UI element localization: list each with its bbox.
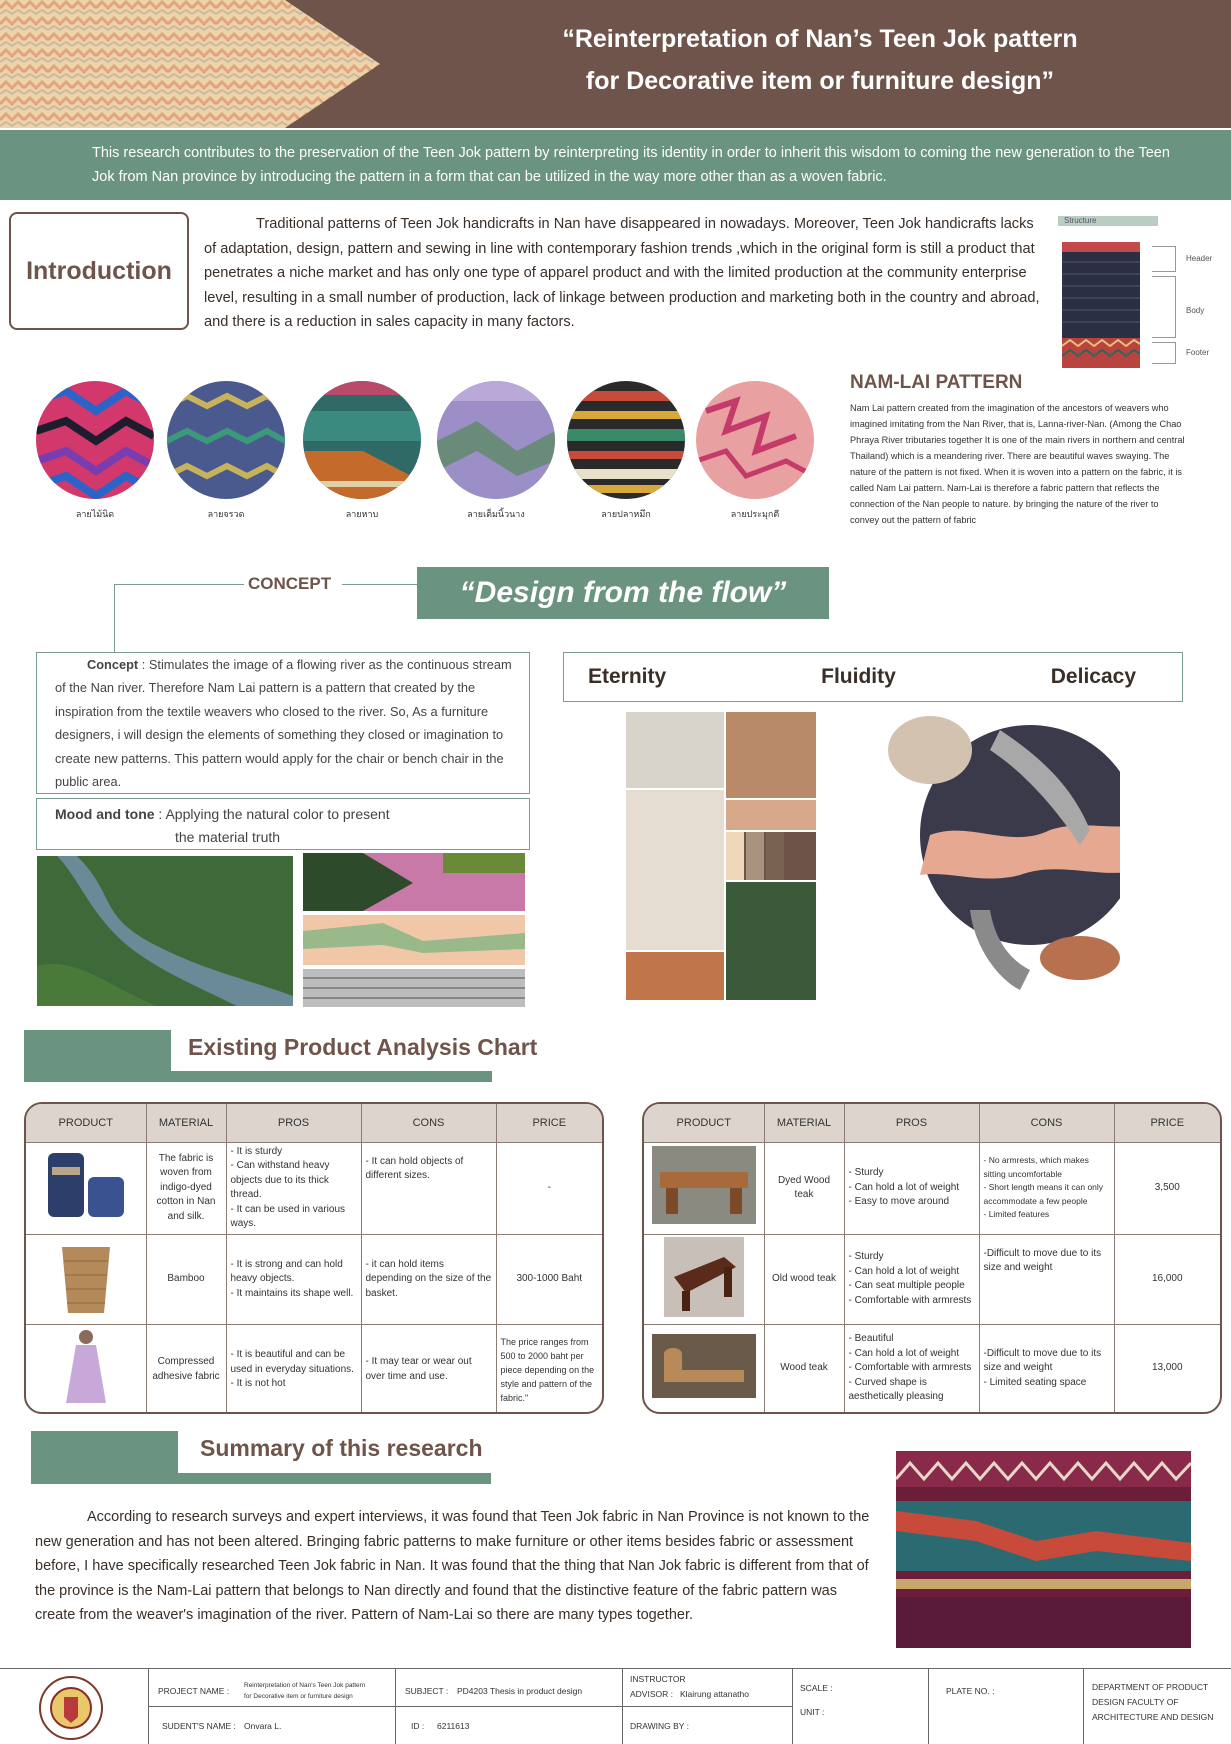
product-photo-bench-old (644, 1234, 764, 1325)
project-value-line-1: Reinterpretation of Nan's Teen Jok pattern (244, 1682, 366, 1689)
col-price: PRICE (1114, 1104, 1220, 1142)
pattern-caption: ลายหาบ (345, 509, 379, 519)
student-value: Onvara L. (244, 1721, 282, 1731)
pattern-swatch-4 (437, 381, 555, 521)
pattern-image (36, 381, 154, 499)
material-cell: Dyed Wood teak (764, 1142, 844, 1234)
price-cell: 3,500 (1114, 1142, 1220, 1234)
project-value-line-2: for Decorative item or furniture design (244, 1693, 353, 1700)
summary-bar-underline (31, 1473, 491, 1484)
mood-box (36, 798, 530, 850)
pattern-swatch-2 (167, 381, 285, 521)
subject-value: PD4203 Thesis in product design (457, 1686, 583, 1696)
department-line-3: ARCHITECTURE AND DESIGN (1092, 1712, 1214, 1722)
pattern-swatch-1 (36, 381, 154, 521)
price-cell: 13,000 (1114, 1325, 1220, 1413)
pros-cell: - It is strong and can hold heavy objects. - It maintains its shape well. (226, 1234, 361, 1325)
department-line-1: DEPARTMENT OF PRODUCT (1092, 1682, 1209, 1692)
table-row (644, 1325, 1220, 1413)
col-pros: PROS (226, 1104, 361, 1142)
price-cell: 300-1000 Baht (496, 1234, 602, 1325)
id-value: 6211613 (437, 1721, 470, 1731)
pros-cell: - It is beautiful and can be used in everyday situations. - It is not hot (226, 1325, 361, 1415)
pattern-image (167, 381, 285, 499)
material-cell: The fabric is woven from indigo-dyed cotton in Nan and silk. (146, 1142, 226, 1234)
keyword-delicacy: Delicacy (1050, 665, 1136, 688)
instructor-label: INSTRUCTOR (630, 1674, 686, 1684)
introduction-text: Traditional patterns of Teen Jok handicrafts in Nan have disappeared in nowadays. Moreover, Teen Jok handicrafts lacks of adaptation, design, pattern and sewing in line with contemporary fashion trends ,which in the original form is still a product that penetrates a niche market and has only one type of apparel product and with the limited production at the community enterprise level, resulting in a small number of production, lack of linkage between production and marketing both in the country and abroad, and there is a reduction in sales capacity in many factors. (204, 216, 1040, 330)
title-line-2: for Decorative item or furniture design” (585, 67, 1055, 95)
structure-tag-body: Body (1186, 306, 1205, 315)
pros-cell: - Sturdy - Can hold a lot of weight - Can seat multiple people - Comfortable with armrests (844, 1234, 979, 1325)
table-row (26, 1325, 602, 1415)
material-cell: Compressed adhesive fabric (146, 1325, 226, 1415)
concept-box (36, 652, 530, 794)
structure-label: Structure (1058, 216, 1158, 226)
structure-bracket-footer (1152, 342, 1176, 364)
introduction-heading: Introduction (9, 212, 189, 330)
abstract-text: This research contributes to the preservation of the Teen Jok pattern by reinterpreting its identity in order to inherit this wisdom to coming the new generation to the Teen Jok from Nan province by introducing the pattern in a form that can be utilized in the way more other than as a woven fabric. (92, 145, 1170, 185)
product-photo-dress (26, 1325, 146, 1415)
cons-cell: - It can hold objects of different sizes. (361, 1142, 496, 1234)
pattern-image (567, 381, 685, 499)
table-row (26, 1142, 602, 1234)
analysis-bar-underline (24, 1071, 492, 1082)
pattern-swatch-6 (696, 381, 814, 521)
structure-bracket-body (1152, 276, 1176, 338)
page-title (420, 18, 1220, 102)
product-photo-basket (26, 1234, 146, 1325)
analysis-table-right (642, 1102, 1222, 1414)
namlai-text: Nam Lai pattern created from the imagination of the ancestors of weavers who imagined imitating from the Nan River, that is, Lanna-river-Nan. (Among the Chao Phraya River tributaries together It is one of the main rivers in northern and central Thailand) which is a meandering river. There are beautiful waves swaying. The nature of the pattern is not fixed. When it is woven into a pattern on the fabric, it is called Nam Lai pattern. Nam-Lai is therefore a fabric pattern that reflects the connection of the Nan people to nature. by bringing the nature of the river to convey out the pattern of fabric (850, 403, 1185, 525)
footer-hline (622, 1706, 792, 1707)
subject-label: SUBJECT : (405, 1686, 449, 1696)
product-photo-bench-dyed (644, 1142, 764, 1234)
footer-divider (792, 1669, 793, 1744)
department-line-2: DESIGN FACULTY OF (1092, 1697, 1179, 1707)
pattern-caption: ลายปลาหมึก (601, 509, 651, 519)
cons-cell: - No armrests, which makes sitting uncomfortable - Short length means it can only accommodate a few people - Limited features (979, 1142, 1114, 1234)
table-row (644, 1142, 1220, 1234)
student-label: SUDENT'S NAME : (162, 1721, 236, 1731)
project-value (244, 1680, 365, 1702)
moodboard-collage (626, 712, 816, 1000)
price-cell: - (496, 1142, 602, 1234)
product-photo-bench-teak (644, 1325, 764, 1413)
concept-slogan: “Design from the flow” (417, 567, 829, 619)
keyword-eternity: Eternity (588, 665, 667, 688)
pattern-sketch-image (303, 853, 525, 1007)
material-cell: Bamboo (146, 1234, 226, 1325)
cons-cell: -Difficult to move due to its size and weight - Limited seating space (979, 1325, 1114, 1413)
cons-cell: - it can hold items depending on the size of the basket. (361, 1234, 496, 1325)
col-price: PRICE (496, 1104, 602, 1142)
namlai-title: NAM-LAI PATTERN (850, 372, 1023, 393)
price-cell: The price ranges from 500 to 2000 baht per piece depending on the style and pattern of the fabric." (496, 1325, 602, 1415)
structure-tag-header: Header (1186, 254, 1213, 263)
id-label: ID : (411, 1721, 425, 1731)
cons-cell: -Difficult to move due to its size and weight (979, 1234, 1114, 1325)
title-line-1: “Reinterpretation of Nan’s Teen Jok pattern (562, 25, 1078, 53)
pattern-caption: ลายเต็มนิ้วนาง (467, 509, 525, 519)
col-pros: PROS (844, 1104, 979, 1142)
summary-title: Summary of this research (200, 1435, 483, 1461)
university-seal-icon (38, 1675, 104, 1741)
summary-fabric-photo (896, 1451, 1191, 1648)
pattern-image (437, 381, 555, 499)
drawing-label: DRAWING BY : (630, 1721, 690, 1731)
concept-connector-right (342, 584, 417, 585)
pros-cell: - It is sturdy - Can withstand heavy objects due to its thick thread. - It can be used in various ways. (226, 1142, 361, 1234)
structure-fabric-image (1062, 242, 1140, 368)
mood-text-1: : Applying the natural color to present (154, 806, 390, 822)
material-cell: Wood teak (764, 1325, 844, 1413)
plate-label: PLATE NO. : (946, 1686, 995, 1696)
pattern-caption: ลายไม้นิด (75, 509, 115, 519)
unit-label: UNIT : (800, 1707, 825, 1717)
col-cons: CONS (361, 1104, 496, 1142)
advisor-label: ADVISOR : (630, 1689, 673, 1699)
footer-divider (1083, 1669, 1084, 1744)
pattern-image (303, 381, 421, 499)
material-cell: Old wood teak (764, 1234, 844, 1325)
header-weave-image (0, 0, 380, 128)
pattern-image (696, 381, 814, 499)
pattern-swatch-5 (567, 381, 685, 521)
structure-bracket-header (1152, 246, 1176, 272)
pattern-swatch-3 (303, 381, 421, 521)
scale-label: SCALE : (800, 1683, 833, 1693)
pros-cell: - Beautiful - Can hold a lot of weight - Comfortable with armrests - Curved shape is aesthetically pleasing (844, 1325, 979, 1413)
mood-keywords (563, 652, 1183, 702)
advisor-value: Klairung attanatho (680, 1689, 749, 1699)
concept-label: CONCEPT (248, 574, 332, 593)
summary-text: According to research surveys and expert interviews, it was found that Teen Jok fabric in Nan Province is not known to the new generation and has not been altered. Bringing fabric patterns to make furniture or other items besides fabric or assessment before, I have specifically researched Teen Jok fabric in Nan. It was found that the thing that Nan Jok fabric is different from that of the province is the Nam-Lai pattern that belongs to Nan directly and found that the distinctive feature of the fabric pattern was create from the weaver's imagination of the river. Pattern of Nam-Lai so there are many types together. (35, 1509, 870, 1623)
river-photo (37, 856, 293, 1006)
concept-connector-vertical (114, 584, 115, 652)
product-photo-bag (26, 1142, 146, 1234)
pros-cell: - Sturdy - Can hold a lot of weight - Easy to move around (844, 1142, 979, 1234)
department-info (1092, 1680, 1213, 1725)
footer-title-block (0, 1668, 1231, 1743)
analysis-title: Existing Product Analysis Chart (188, 1034, 538, 1060)
footer-hline (148, 1706, 622, 1707)
col-material: MATERIAL (146, 1104, 226, 1142)
structure-tag-footer: Footer (1186, 348, 1210, 357)
col-product: PRODUCT (26, 1104, 146, 1142)
concept-text: : Stimulates the image of a flowing river as the continuous stream of the Nan river. Therefore Nam Lai pattern is a pattern that created by the inspiration from the textile weavers who closed to the river. So, As a furniture designers, i will design the elements of something they closed or imagination to create new patterns. This pattern would apply for the chair or bench chair in the public area. (55, 657, 512, 790)
pattern-caption: ลายประมุกตี (730, 509, 780, 519)
col-product: PRODUCT (644, 1104, 764, 1142)
col-material: MATERIAL (764, 1104, 844, 1142)
mood-lead: Mood and tone (55, 806, 155, 822)
abstract-band (0, 130, 1231, 200)
mood-text-2: the material truth (175, 829, 281, 845)
concept-lead: Concept (87, 657, 139, 672)
moodboard-surreal-image (880, 710, 1120, 1000)
col-cons: CONS (979, 1104, 1114, 1142)
pattern-caption: ลายจรวด (207, 509, 245, 519)
price-cell: 16,000 (1114, 1234, 1220, 1325)
project-label: PROJECT NAME : (158, 1686, 230, 1696)
concept-connector-horizontal (114, 584, 244, 585)
analysis-table-left (24, 1102, 604, 1414)
cons-cell: - It may tear or wear out over time and use. (361, 1325, 496, 1415)
footer-divider (928, 1669, 929, 1744)
keyword-fluidity: Fluidity (821, 665, 896, 688)
table-row (644, 1234, 1220, 1325)
table-row (26, 1234, 602, 1325)
